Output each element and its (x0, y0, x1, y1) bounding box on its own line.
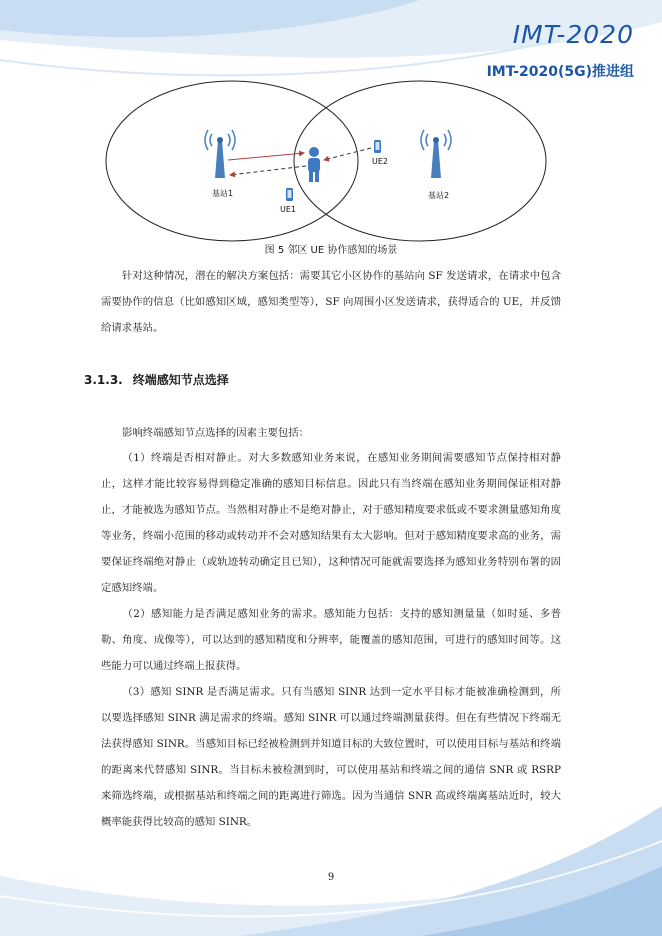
page-number: 9 (327, 872, 335, 883)
ue2-to-target-arrow (324, 148, 371, 160)
imt-logo: IMT-2020 (512, 20, 634, 49)
ue2-label: UE2 (372, 157, 388, 166)
section-title: 终端感知节点选择 (132, 373, 229, 387)
paragraph-factor-1: （1）终端是否相对静止。对大多数感知业务来说，在感知业务期间需要感知节点保持相对静止，这样才能比较容易得到稳定准确的感知目标信息。因此只有当终端在感知业务期间保证相对静止，才能被选为感知节点。当然相对静止不是绝对静止，对于感知精度要求低或不要求测量感知角度等业务，终端小范围的移动或转动并不会对感知结果有太大影响。但对于感知精度要求高的业务，需要保证终端绝对静止（或轨迹转动确定且已知），这种情况可能就需要选择为感知业务特别布署的固定感知终端。 (101, 452, 561, 594)
section-heading (84, 371, 229, 388)
org-name: IMT-2020(5G)推进组 (486, 64, 634, 80)
bs1-to-target-arrow (228, 153, 304, 160)
ue1-phone-icon (286, 188, 293, 201)
section-number: 3.1.3. (84, 373, 123, 387)
paragraph-factor-3: （3）感知 SINR 是否满足需求。只有当感知 SINR 达到一定水平目标才能被准确检测到，所以要选择感知 SINR 满足需求的终端。感知 SINR 可以通过终端测量获得。但在有些情况下终端无法获得感知 SINR。当感知目标已经被检测到并知道目标的大致位置时，可以使用目标与基站和终端的距离来代替感知 SINR。当目标未被检测到时，可以使用基站和终端之间的通信 SNR 或 RSRP 来筛选终端，或根据基站和终端之间的距离进行筛选。因为当通信 SNR 高或终端离基站近时，较大概率能获得比较高的感知 SINR。 (101, 686, 561, 828)
base-station-2-icon (421, 130, 451, 178)
bs1-label: 基站1 (212, 189, 234, 198)
cell-1-ellipse (106, 81, 358, 241)
person-target-icon (308, 147, 320, 182)
paragraph-intro: 影响终端感知节点选择的因素主要包括： (122, 427, 310, 439)
paragraph-solution: 针对这种情况，潜在的解决方案包括：需要其它小区协作的基站向 SF 发送请求，在请求中包含需要协作的信息（比如感知区域，感知类型等），SF 向周围小区发送请求，获得适合的 UE，并反馈给请求基站。 (101, 270, 561, 334)
footer-decoration (0, 746, 662, 936)
ue1-label: UE1 (280, 205, 296, 214)
cell-2-ellipse (294, 81, 546, 241)
base-station-1-icon (205, 130, 235, 178)
neighbor-ue-figure (100, 80, 560, 242)
ue2-phone-icon (374, 140, 381, 153)
bs2-label: 基站2 (428, 191, 450, 200)
paragraph-factor-2: （2）感知能力是否满足感知业务的需求。感知能力包括：支持的感知测量量（如时延、多普勒、角度、成像等），可以达到的感知精度和分辨率，能覆盖的感知范围，可进行的感知时间等。这些能力可以通过终端上报获得。 (101, 608, 561, 672)
figure-caption: 图 5 邻区 UE 协作感知的场景 (264, 245, 398, 256)
